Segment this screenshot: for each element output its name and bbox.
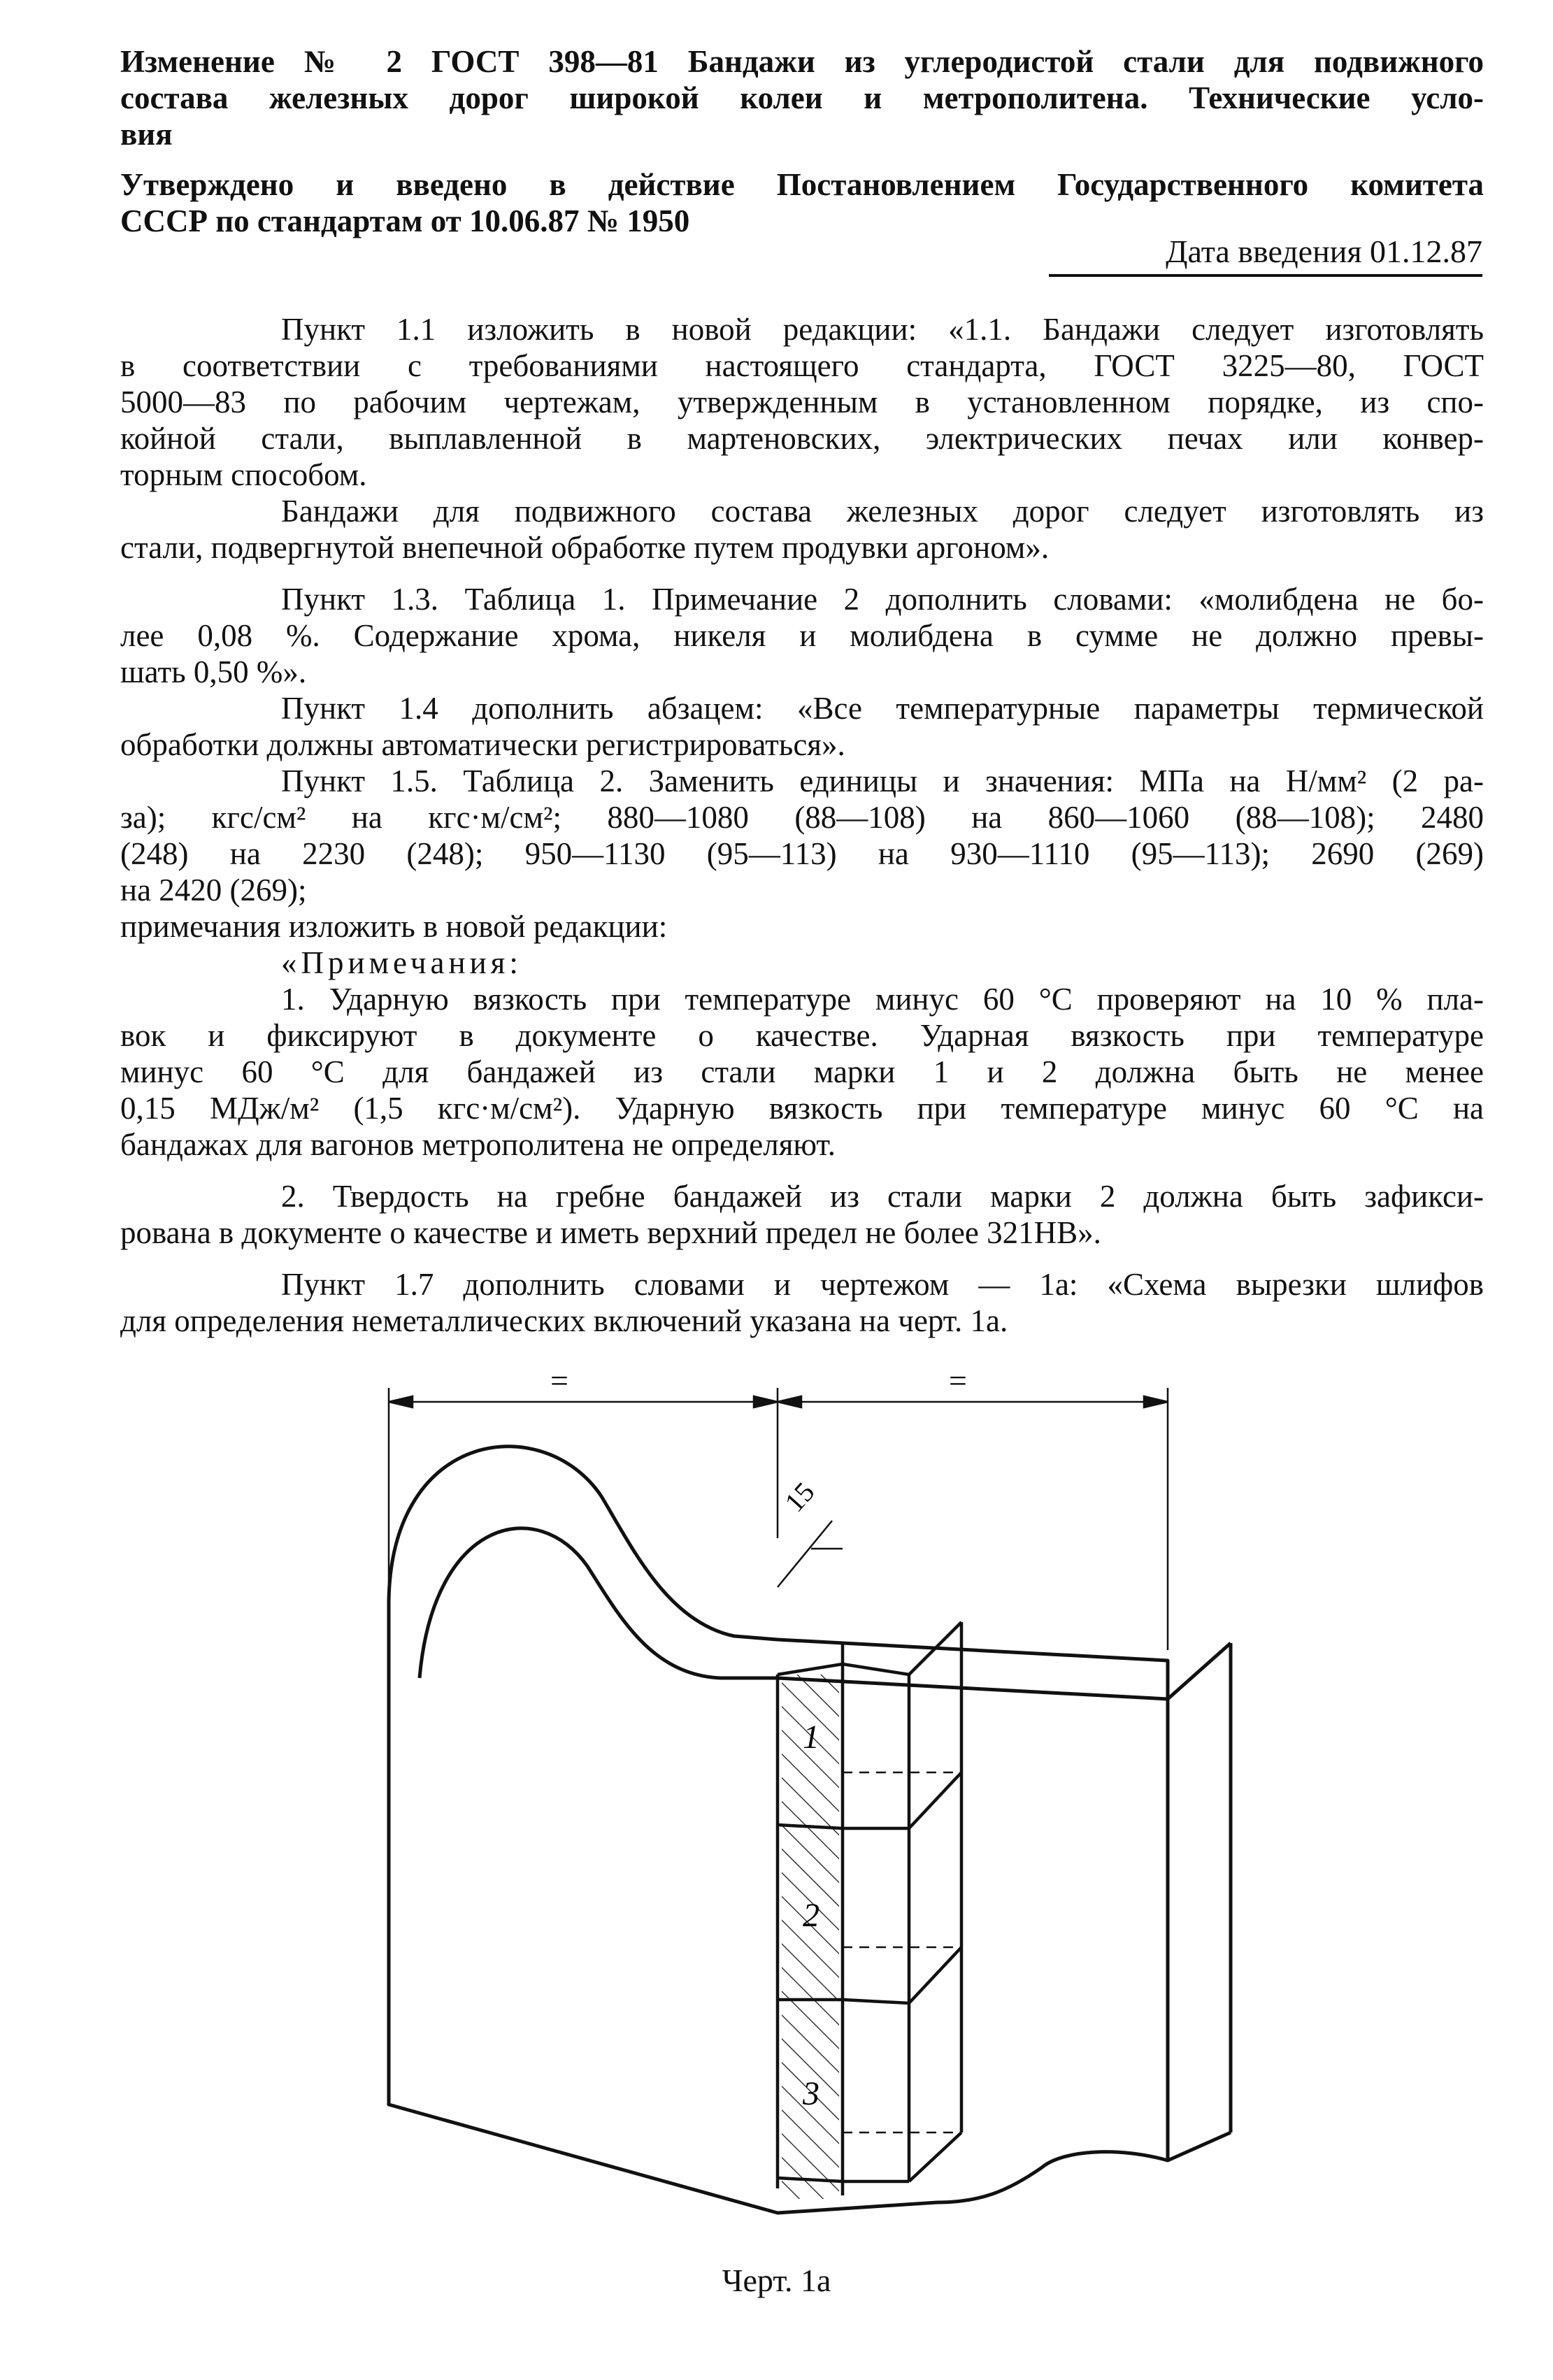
figure-caption: Черт. 1а xyxy=(722,2263,831,2298)
text-line: торным способом. xyxy=(120,457,367,492)
technical-drawing xyxy=(350,1370,1468,2279)
text-line: 0,15 МДж/м² (1,5 кгс·м/см²). Ударную вязкость при температуре минус 60 °С на xyxy=(120,1091,1484,1126)
text-line: Пункт 1.3. Таблица 1. Примечание 2 дополнить словами: «молибдена не бо- xyxy=(281,582,1484,617)
dim-equal-right: = xyxy=(949,1370,967,1398)
text-line: Пункт 1.4 дополнить абзацем: «Все температурные параметры термической xyxy=(281,691,1484,726)
right-bevel-top xyxy=(1168,1643,1231,1699)
text-line: Пункт 1.7 дополнить словами и чертежом — 1а: «Схема вырезки шлифов xyxy=(281,1267,1484,1302)
text-line: примечания изложить в новой редакции: xyxy=(120,909,668,944)
arrow-center-right xyxy=(778,1396,801,1407)
depth-1 xyxy=(909,1772,961,1828)
text-line: Пункт 1.5. Таблица 2. Заменить единицы и значения: МПа на Н/мм² (2 ра- xyxy=(281,764,1484,798)
text-line: (248) на 2230 (248); 950—1130 (95—113) на 930—1110 (95—113); 2690 (269) xyxy=(120,836,1484,871)
text-line: в соответствии с требованиями настоящего стандарта, ГОСТ 3225—80, ГОСТ xyxy=(120,348,1484,383)
approval-line: СССР по стандартам от 10.06.87 № 1950 xyxy=(120,203,690,238)
flange-inner-contour xyxy=(420,1528,778,1678)
document-body xyxy=(120,311,1484,1339)
approval-line: Утверждено и введено в действие Постановлением Государственного комитета xyxy=(120,167,1484,202)
text-line: лее 0,08 %. Содержание хрома, никеля и молибдена в сумме не должно превы- xyxy=(120,618,1484,653)
paragraph-1-1 xyxy=(120,311,1484,493)
document-title xyxy=(120,43,1484,152)
paragraph-1-5 xyxy=(120,763,1484,908)
notes-heading: «Примечания: xyxy=(281,945,522,980)
dim-15: 15 xyxy=(778,1476,821,1519)
specimen-label-3: 3 xyxy=(803,2075,820,2112)
dim-15-leader xyxy=(778,1521,832,1587)
text-line: для определения неметаллических включений указана на черт. 1а. xyxy=(120,1303,1008,1338)
title-line: состава железных дорог широкой колеи и метрополитена. Технические усло- xyxy=(120,80,1484,115)
hidden-lines xyxy=(843,1772,961,2132)
paragraph-notes-heading xyxy=(120,945,1484,981)
specimen-label-1: 1 xyxy=(803,1719,820,1756)
right-bevel-bottom xyxy=(1168,2132,1231,2160)
text-line: 1. Ударную вязкость при температуре минус 60 °С проверяют на 10 % пла- xyxy=(281,982,1484,1017)
mid-2 xyxy=(843,2000,909,2003)
paragraph-note-2 xyxy=(120,1178,1484,1251)
text-line: за); кгс/см² на кгс·м/см²; 880—1080 (88—108) на 860—1060 (88—108); 2480 xyxy=(120,800,1484,835)
text-line: вок и фиксируют в документе о качестве. Ударная вязкость при температуре xyxy=(120,1018,1484,1053)
block-1-top xyxy=(778,1664,843,1675)
approval-statement xyxy=(120,166,1484,239)
arrow-right xyxy=(1144,1396,1168,1407)
depth-3 xyxy=(909,2132,961,2181)
text-line: обработки должны автоматически регистрироваться». xyxy=(120,727,845,762)
paragraph-1-7 xyxy=(120,1266,1484,1339)
paragraph-note-1 xyxy=(120,981,1484,1163)
text-line: 2. Твердость на гребне бандажей из стали марки 2 должна быть зафикси- xyxy=(281,1179,1484,1214)
paragraph-argon xyxy=(120,493,1484,566)
paragraph-1-4 xyxy=(120,690,1484,763)
effective-date-block xyxy=(1049,231,1482,277)
text-line: 5000—83 по рабочим чертежам, утвержденным в установленном порядке, из спо- xyxy=(120,385,1484,420)
depth-2 xyxy=(909,1947,961,2003)
paragraph-1-3 xyxy=(120,581,1484,690)
text-line: стали, подвергнутой внепечной обработке путем продувки аргоном». xyxy=(120,530,1050,565)
effective-date: Дата введения 01.12.87 xyxy=(1166,234,1482,269)
text-line: рована в документе о качестве и иметь верхний предел не более 321НВ». xyxy=(120,1215,1101,1250)
dim-equal-left: = xyxy=(550,1370,568,1398)
paragraph-notes-intro xyxy=(120,908,1484,945)
text-line: минус 60 °С для бандажей из стали марки 1 и 2 должна быть не менее xyxy=(120,1054,1484,1089)
text-line: на 2420 (269); xyxy=(120,873,307,908)
back-top-1 xyxy=(843,1664,909,1675)
title-line: Изменение № 2 ГОСТ 398—81 Бандажи из углеродистой стали для подвижного xyxy=(120,44,1484,79)
text-line: шать 0,50 %». xyxy=(120,654,307,689)
text-line: Пункт 1.1 изложить в новой редакции: «1.1. Бандажи следует изготовлять xyxy=(281,312,1484,347)
title-line: вия xyxy=(120,117,173,152)
text-line: Бандажи для подвижного состава железных дорог следует изготовлять из xyxy=(281,494,1484,529)
arrow-left xyxy=(389,1396,413,1407)
arrow-center-left xyxy=(754,1396,778,1407)
specimen-label-2: 2 xyxy=(803,1897,820,1934)
text-line: бандажах для вагонов метрополитена не определяют. xyxy=(120,1127,836,1162)
text-line: койной стали, выплавленной в мартеновских, электрических печах или конвер- xyxy=(120,421,1484,456)
